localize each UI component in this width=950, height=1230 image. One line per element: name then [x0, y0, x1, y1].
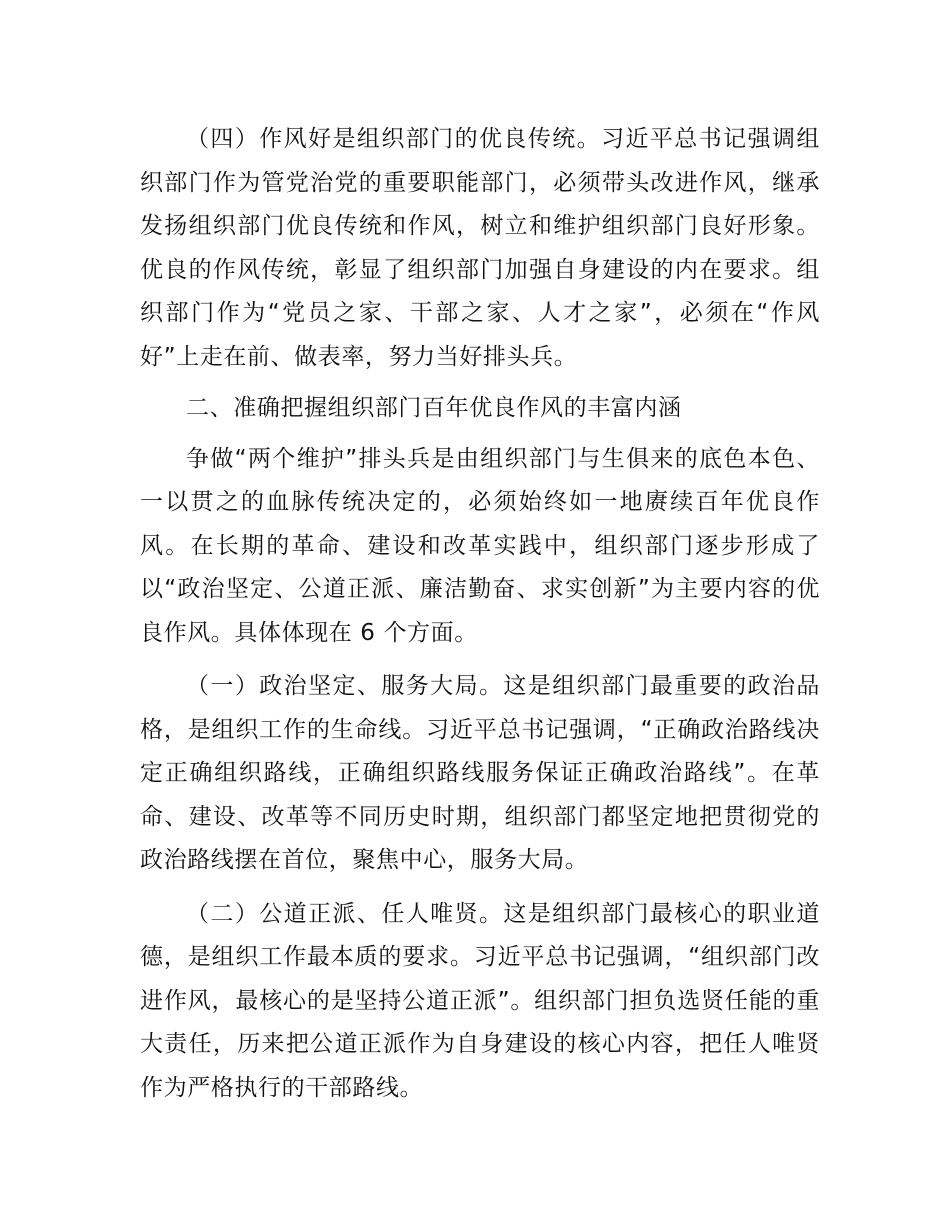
section-heading-two: 二、准确把握组织部门百年优良作风的丰富内涵: [186, 395, 682, 421]
paragraph-section-four: （四）作风好是组织部门的优良传统。习近平总书记强调组织部门作为管党治党的重要职能部门，必须带头改进作风，继承发扬组织部门优良传统和作风，树立和维护组织部门良好形象。优良的作风传统，彰显了组织部门加强自身建设的内在要求。组织部门作为“党员之家、干部之家、人才之家”，必须在“作风好”上走在前、做表率，努力当好排头兵。: [140, 126, 820, 370]
paragraph-item-two: （二）公道正派、任人唯贤。这是组织部门最核心的职业道德，是组织工作最本质的要求。习近平总书记强调，“组织部门改进作风，最核心的是坚持公道正派”。组织部门担负选贤任能的重大责任，历来把公道正派作为自身建设的核心内容，把任人唯贤作为严格执行的干部路线。: [140, 900, 820, 1101]
document-body: [140, 118, 820, 1110]
paragraph-item-one: （一）政治坚定、服务大局。这是组织部门最重要的政治品格，是组织工作的生命线。习近平总书记强调，“正确政治路线决定正确组织路线，正确组织路线服务保证正确政治路线”。在革命、建设、改革等不同历史时期，组织部门都坚定地把贯彻党的政治路线摆在首位，聚焦中心，服务大局。: [140, 673, 820, 873]
paragraph-intro-two: 争做“两个维护”排头兵是由组织部门与生俱来的底色本色、一以贯之的血脉传统决定的，必须始终如一地赓续百年优良作风。在长期的革命、建设和改革实践中，组织部门逐步形成了以“政治坚定、公道正派、廉洁勤奋、求实创新”为主要内容的优良作风。具体体现在 6 个方面。: [140, 445, 820, 646]
